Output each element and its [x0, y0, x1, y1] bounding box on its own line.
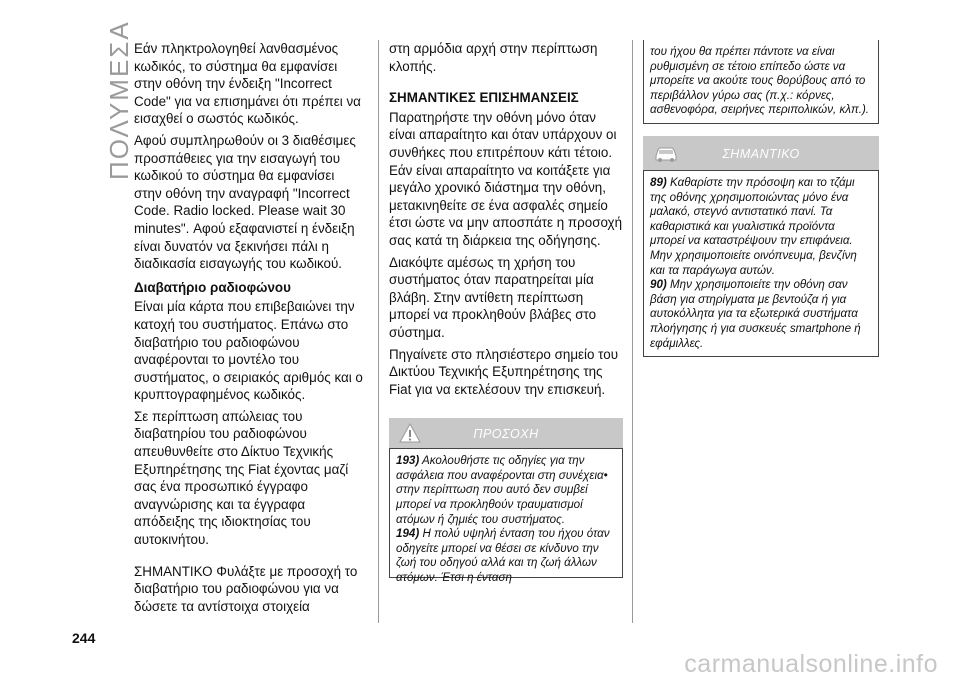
section-tab-label: ΠΟΛΥΜΕΣΑ	[104, 20, 134, 180]
important-box-header	[643, 136, 879, 170]
note-text: Καθαρίστε την πρόσοψη και το τζάμι της οθόνης χρησιμοποιώντας μόνο ένα μαλακό, στεγνό αντιστατικό πανί. Τα καθαριστικά και γυαλιστικά προϊόντα μπορεί να καταστρέψουν την επιφάνεια. Μην χρησιμοποιείτε οινόπνευμα, βενζίνη και τα παράγωγα αυτών.	[650, 175, 857, 277]
paragraph: Σε περίπτωση απώλειας του διαβατηρίου του ραδιοφώνου απευθυνθείτε στο Δίκτυο Τεχνικής Εξυπηρέτησης της Fiat έχοντας μαζί σας ένα προσωπικό έγγραφο αναγνώρισης και τα έγγραφα απόδειξης της ιδιοκτησίας του αυτοκινήτου.	[134, 408, 349, 548]
note-text: Η πολύ υψηλή ένταση του ήχου όταν οδηγείτε μπορεί να θέσει σε κίνδυνο την ζωή του οδηγού αλλά και τη ζωή άλλων ατόμων. Έτσι η ένταση	[396, 527, 610, 585]
continued-warning-box	[643, 40, 879, 124]
paragraph: στη αρμόδια αρχή στην περίπτωση κλοπής.	[389, 41, 598, 74]
watermark: carmanualsonline.info	[684, 650, 938, 678]
column-3	[643, 40, 879, 357]
column-2	[389, 40, 623, 585]
note-text: Ακολουθήστε τις οδηγίες για την ασφάλεια που αναφέρονται στη συνέχεια• στην περίπτωση που αυτό δεν συμβεί μπορεί να προκληθούν τραυματισμοί ατόμων ή ζημιές του συστήματος.	[396, 454, 608, 526]
paragraph: Εάν πληκτρολογηθεί λανθασμένος κωδικός, το σύστημα θα εμφανίσει στην οθόνη την ένδειξη "Incorrect Code" για να επισημάνει ότι πρέπει να εισαχθεί ο σωστός κωδικός.	[134, 41, 361, 127]
section-tab	[70, 20, 134, 180]
warning-box-title: ΠΡΟΣΟΧΗ	[473, 427, 539, 442]
warning-box-header	[389, 418, 623, 448]
section-heading: ΣΗΜΑΝΤΙΚΕΣ ΕΠΙΣΗΜΑΝΣΕΙΣ	[389, 90, 579, 106]
important-box-title: ΣΗΜΑΝΤΙΚΟ	[722, 146, 800, 161]
note-text: Μην χρησιμοποιείτε την οθόνη σαν βάση για στηρίγματα με βεντούζα ή για αυτοκόλλητα για τα εξωτερικά συστήματα πλοήγησης ή για συσκευές smartphone ή εφάμιλλες.	[650, 278, 861, 350]
note-text: του ήχου θα πρέπει πάντοτε να είναι ρυθμισμένη σε τέτοιο επίπεδο ώστε να μπορείτε να ακούτε τους θορύβους από το περιβάλλον γύρω σας (π.χ.: κόρνες, ασθενοφόρα, σειρήνες περιπολικών, κλπ.).	[650, 45, 870, 117]
column-divider	[632, 40, 633, 623]
section-heading: Διαβατήριο ραδιοφώνου	[134, 279, 291, 295]
paragraph: Αφού συμπληρωθούν οι 3 διαθέσιμες προσπάθειες για την εισαγωγή του κωδικού το σύστημα θα εμφανίσει στην οθόνη την αναγραφή "Incorrect Code. Radio locked. Please wait 30 minutes". Αφού εξαφανιστεί η ένδειξη είναι δυνατόν να ξεκινήσει πάλι η διαδικασία εισαγωγής του κωδικού.	[134, 132, 356, 272]
note-number: 90)	[650, 278, 667, 292]
paragraph: Παρατηρήστε την οθόνη μόνο όταν είναι απαραίτητο και όταν υπάρχουν οι συνθήκες που επιτρέπουν κάτι τέτοιο. Εάν είναι απαραίτητο να κοιτάξετε για μεγάλο χρονικό διάστημα την οθόνη, μετακινηθείτε σε ένα ασφαλές σημείο έτσι ώστε να μην αποσπάτε η προσοχή σας κατά τη διάρκεια της οδήγησης.	[389, 109, 623, 248]
note-item	[396, 527, 616, 585]
paragraph: Πηγαίνετε στο πλησιέστερο σημείο του Δικτύου Τεχνικής Εξυπηρέτησης της Fiat για να εκτελέσουν την επισκευή.	[389, 346, 619, 397]
paragraph: Διακόψτε αμέσως τη χρήση του συστήματος όταν παρατηρείται μία βλάβη. Στην αντίθετη περίπτωση μπορεί να προκληθούν βλάβες στο σύστημα.	[389, 254, 597, 340]
paragraph: ΣΗΜΑΝΤΙΚΟ Φυλάξτε με προσοχή το διαβατήριο του ραδιοφώνου για να δώσετε τα αντίστοιχα στοιχεία	[134, 563, 358, 614]
page-number: 244	[72, 630, 96, 646]
paragraph: Είναι μία κάρτα που επιβεβαιώνει την κατοχή του συστήματος. Επάνω στο διαβατήριο του ραδιοφώνου αναφέρονται το μοντέλο του συστήματος, ο σειριακός αριθμός και ο κρυπτογραφημένος κωδικός.	[134, 299, 363, 403]
note-number: 194)	[396, 527, 420, 541]
column-divider	[378, 40, 379, 623]
note-item	[396, 454, 616, 527]
column-1	[134, 40, 364, 619]
important-box-body	[643, 170, 879, 357]
note-item	[650, 278, 872, 351]
note-item	[650, 176, 872, 278]
warning-box-body	[389, 448, 623, 585]
note-number: 193)	[396, 454, 420, 468]
note-number: 89)	[650, 175, 667, 189]
